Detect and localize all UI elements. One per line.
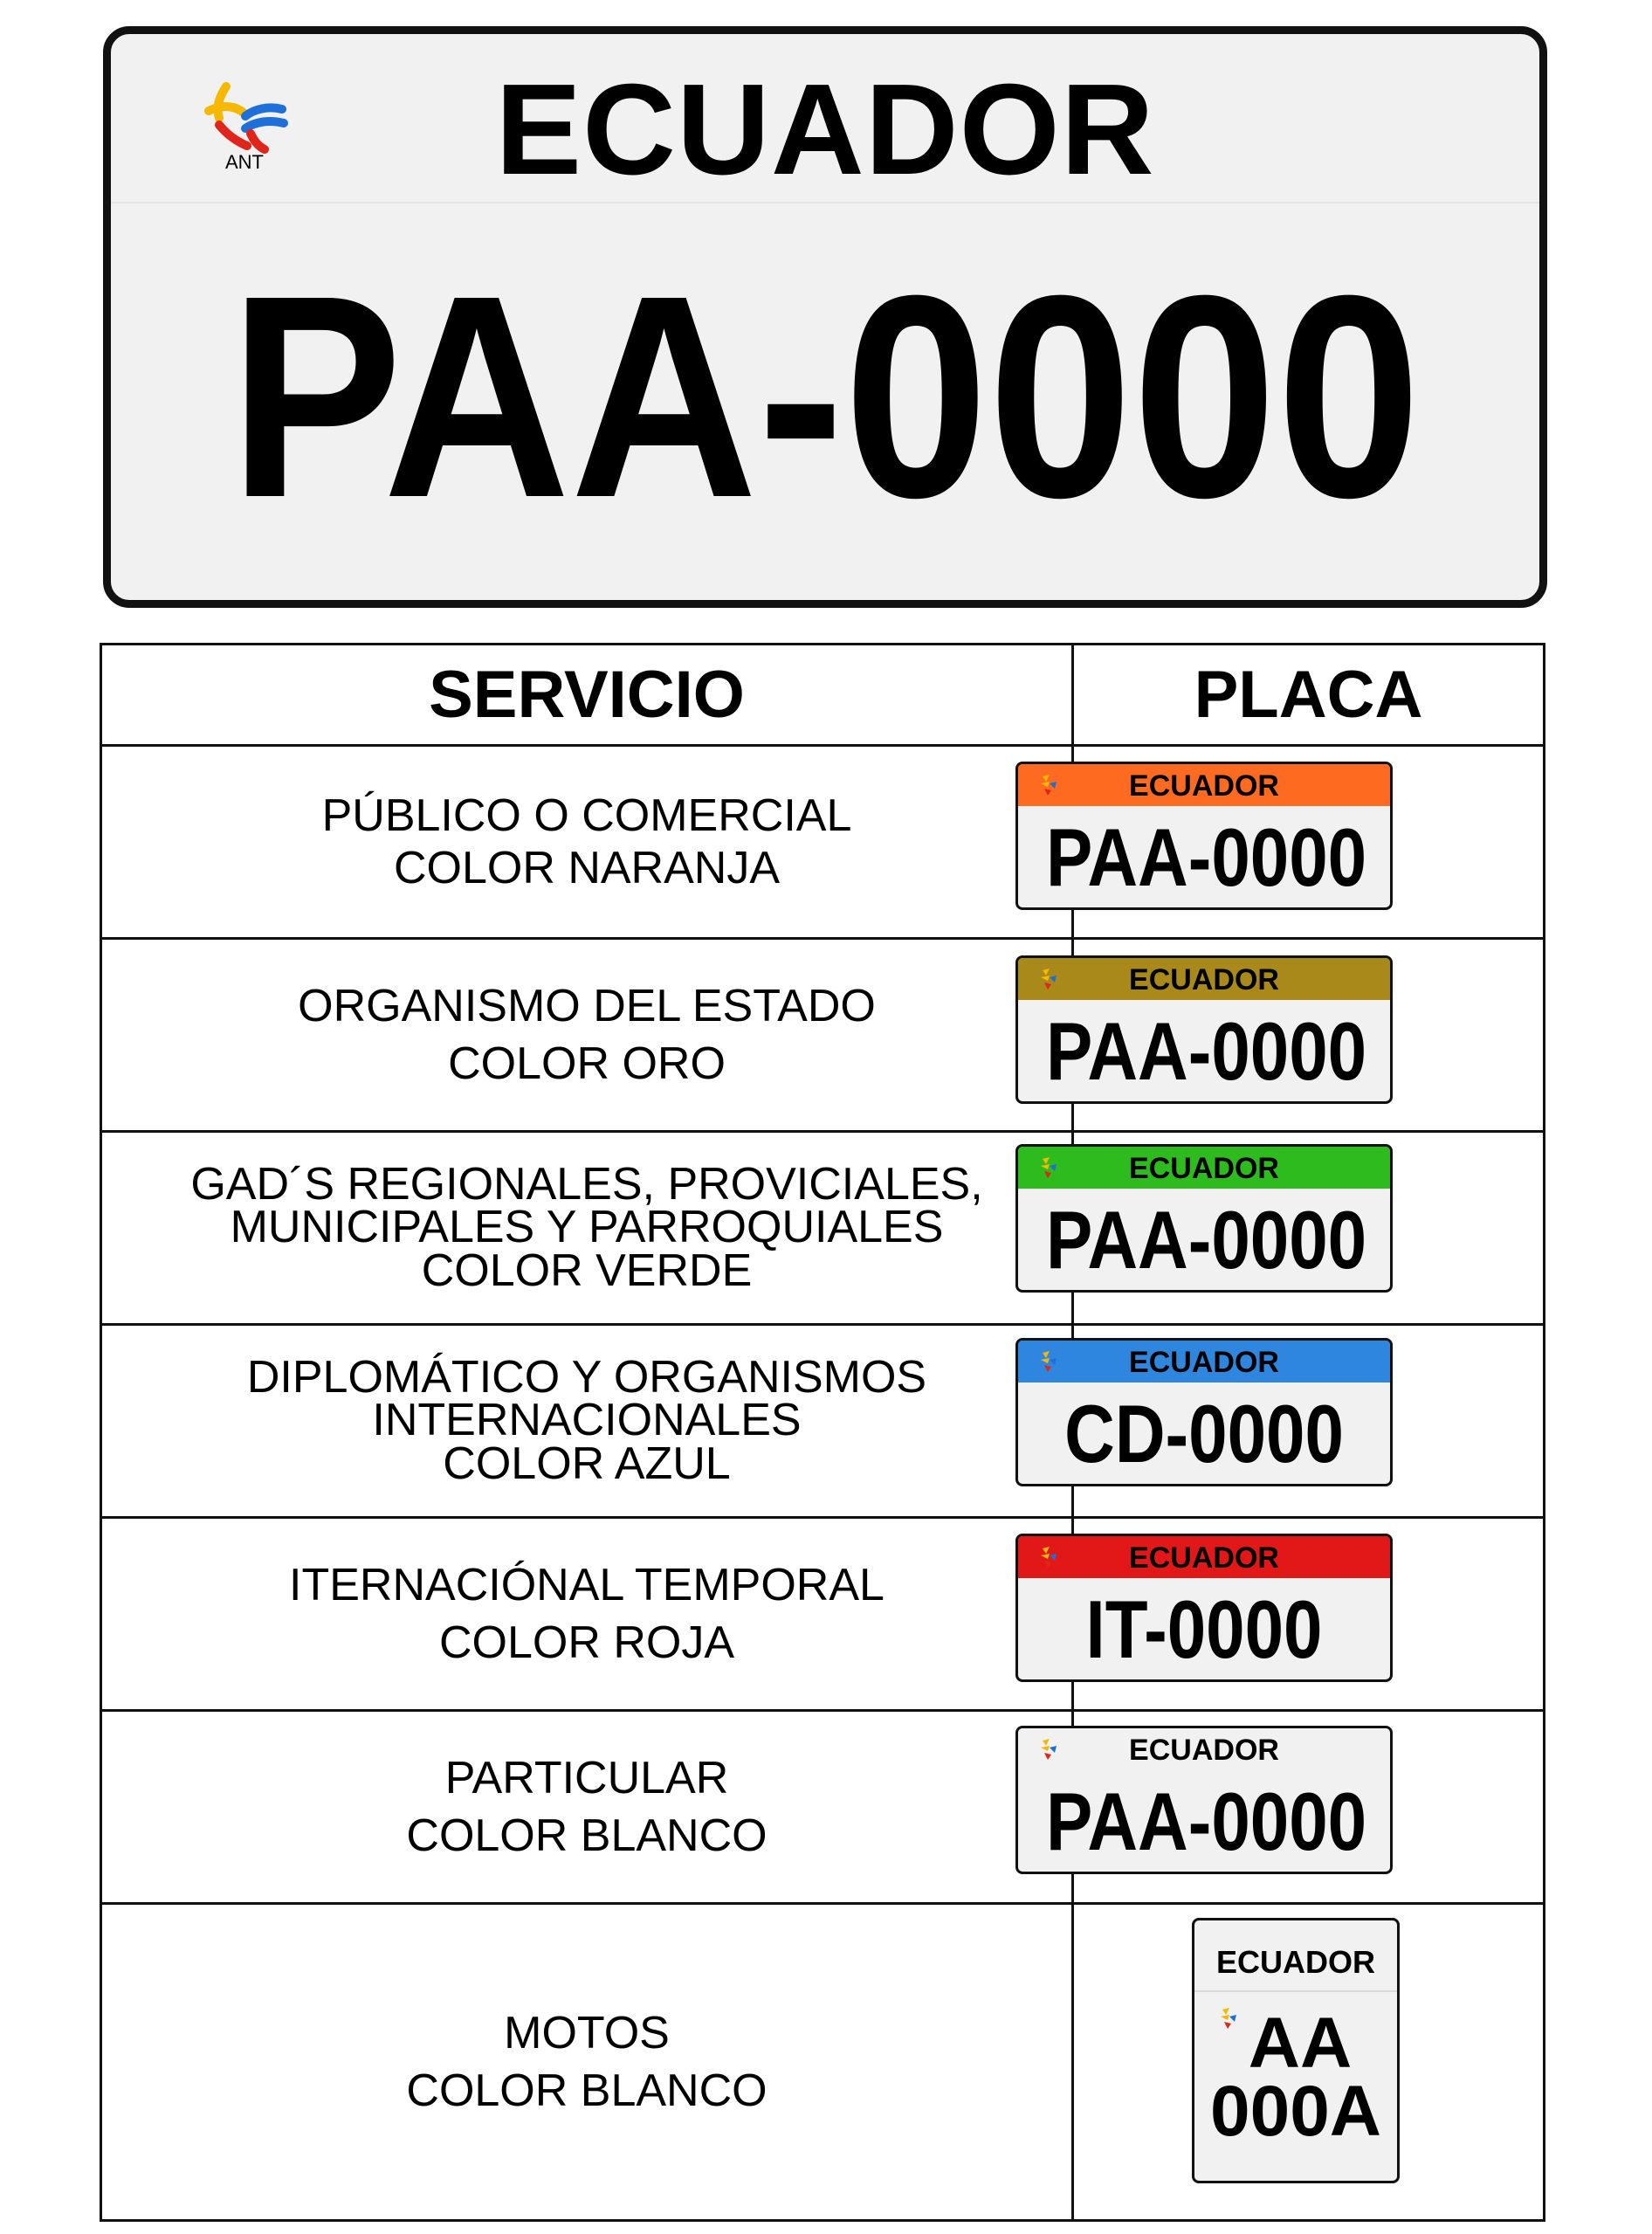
servicio-line: COLOR ROJA [438,1617,735,1668]
plate-number: PAA-0000 [1045,1005,1367,1097]
servicio-cell [102,1133,1071,1323]
plate-number: CD-0000 [1064,1388,1344,1479]
servicio-line: COLOR VERDE [421,1245,753,1296]
plate-country: ECUADOR [1129,1152,1279,1185]
plate-country: ECUADOR [1129,963,1279,996]
servicio-line: COLOR AZUL [443,1438,731,1489]
plate-country: ECUADOR [1129,1346,1279,1379]
servicio-line: COLOR BLANCO [406,1810,767,1861]
ant-logo-text: ANT [225,151,264,173]
servicio-line: MOTOS [504,2008,670,2058]
servicio-cell [102,940,1071,1130]
plate-number: PAA-0000 [1045,1775,1367,1867]
servicio-line: ORGANISMO DEL ESTADO [298,981,876,1031]
servicio-line: COLOR BLANCO [406,2065,767,2116]
plate-number-line2: 000A [1209,2072,1382,2151]
plate-country: ECUADOR [1129,769,1279,803]
servicio-cell [102,1712,1071,1902]
plate-country: ECUADOR [1129,1734,1279,1767]
plate-naranja [1015,762,1393,910]
servicio-cell [102,1905,1071,2219]
plate-number-line1: AA [1248,2003,1353,2083]
servicio-cell [102,1326,1071,1516]
servicio-line: COLOR NARANJA [393,843,781,893]
header-servicio: SERVICIO [429,658,745,732]
servicio-line: ITERNACIÓNAL TEMPORAL [289,1560,885,1610]
servicio-line: COLOR ORO [448,1038,726,1089]
servicio-cell [102,747,1071,937]
plate-number: PAA-0000 [1045,1194,1367,1286]
servicio-line: PARTICULAR [444,1753,729,1803]
header-placa: PLACA [1194,658,1423,732]
plate-azul [1015,1338,1393,1486]
plate-roja [1015,1534,1393,1682]
plate-divider [111,202,1539,203]
main-license-plate [103,26,1547,608]
plate-verde [1015,1144,1393,1293]
plate-moto [1192,1918,1400,2183]
plate-number: PAA-0000 [1045,811,1367,903]
plate-blanco [1015,1726,1393,1874]
plate-country: ECUADOR [1215,1944,1375,1980]
servicio-line: INTERNACIONALES [372,1395,802,1446]
plate-number: IT-0000 [1085,1583,1323,1675]
plate-country: ECUADOR [1129,1541,1279,1575]
servicio-line: MUNICIPALES Y PARROQUIALES [230,1202,944,1253]
plate-divider [1194,1990,1397,1992]
servicio-line: DIPLOMÁTICO Y ORGANISMOS [246,1351,927,1403]
plate-number: PAA-0000 [229,235,1421,557]
plate-oro [1015,955,1393,1104]
servicio-cell [102,1519,1071,1709]
plate-country: ECUADOR [495,58,1155,202]
servicio-line: GAD´S REGIONALES, PROVICIALES, [190,1158,983,1210]
servicio-line: PÚBLICO O COMERCIAL [321,790,852,841]
